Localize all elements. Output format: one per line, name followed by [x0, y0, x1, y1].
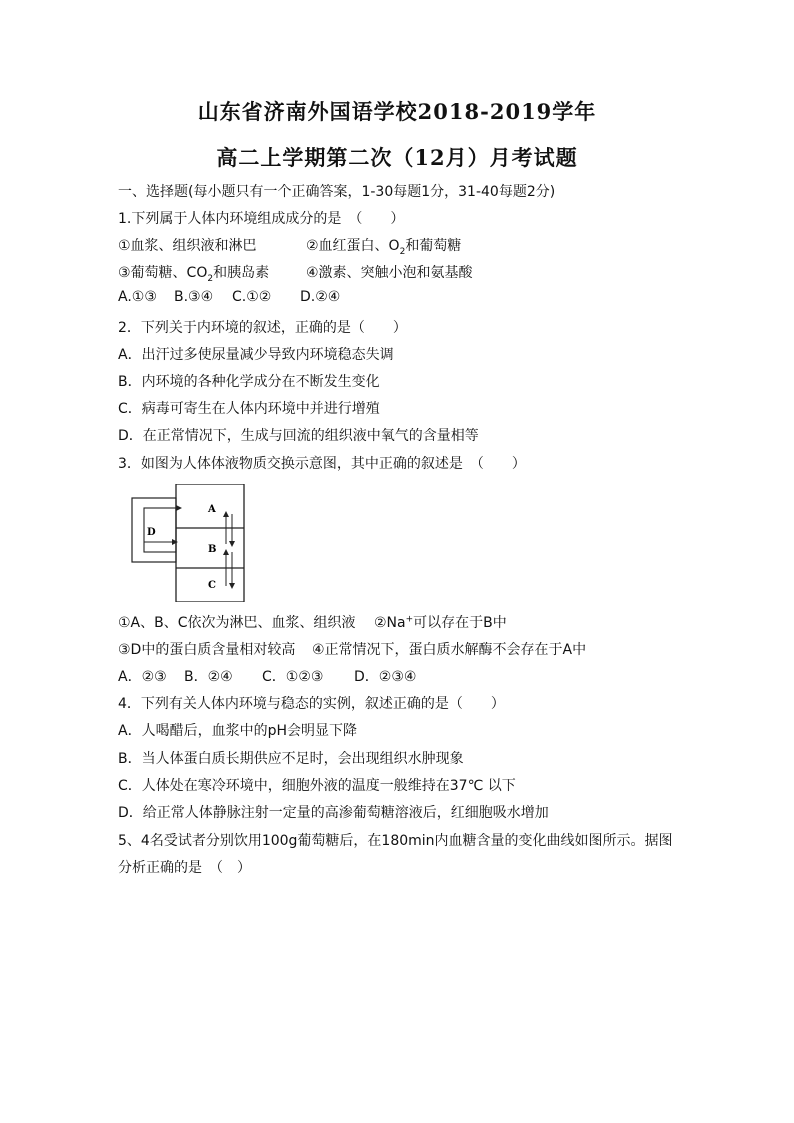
q4-option-d: D．给正常人体静脉注射一定量的高渗葡萄糖溶液后，红细胞吸水增加: [118, 805, 549, 821]
q2-option-b: B．内环境的各种化学成分在不断发生变化: [118, 374, 380, 390]
body-fluid-exchange-diagram: [128, 484, 248, 602]
q4-option-b: B．当人体蛋白质长期供应不足时，会出现组织水肿现象: [118, 751, 464, 767]
q1-option4: ④激素、突触小泡和氨基酸: [306, 265, 473, 281]
q3-stem: 3．如图为人体体液物质交换示意图，其中正确的叙述是 （ ）: [118, 456, 526, 472]
q2-option-d: D．在正常情况下，生成与回流的组织液中氧气的含量相等: [118, 428, 479, 444]
document-title-line2: 高二上学期第二次（12月）月考试题: [216, 145, 578, 170]
q4-stem: 4．下列有关人体内环境与稳态的实例，叙述正确的是（ ）: [118, 696, 505, 712]
q1-choice-a: A.①③: [118, 289, 157, 305]
q3-statement3: ③D中的蛋白质含量相对较高: [118, 642, 296, 658]
q3-statement4: ④正常情况下，蛋白质水解酶不会存在于A中: [312, 642, 587, 658]
q5-stem-line1: 5、4名受试者分别饮用100g葡萄糖后，在180min内血糖含量的变化曲线如图所示。据图: [118, 833, 673, 849]
q1-choice-c: C.①②: [232, 289, 272, 305]
q2-option-a: A．出汗过多使尿量减少导致内环境稳态失调: [118, 347, 394, 363]
q1-options-row1: [118, 235, 461, 257]
q3-choices: [118, 666, 416, 686]
q3-choice-c: C．①②③: [262, 669, 324, 685]
q1-stem: 1.下列属于人体内环境组成成分的是 （ ）: [118, 211, 405, 227]
q4-option-a: A．人喝醋后，血浆中的pH会明显下降: [118, 723, 357, 739]
diagram-label-d: D: [147, 527, 156, 538]
q1-option2: ②血红蛋白、$O_2$和葡萄糖: [306, 238, 462, 257]
q1-option3: ③葡萄糖、$CO_2$和胰岛素: [118, 265, 270, 284]
q5-stem-line2: 分析正确的是 （ ）: [118, 860, 251, 876]
q1-option1: ①血浆、组织液和淋巴: [118, 238, 257, 254]
q3-statement2: ②Na+可以存在于B中: [374, 614, 507, 631]
q1-choices: [118, 289, 340, 305]
q2-stem: 2．下列关于内环境的叙述，正确的是（ ）: [118, 320, 407, 336]
q2-option-c: C．病毒可寄生在人体内环境中并进行增殖: [118, 401, 380, 417]
q3-choice-d: D．②③④: [354, 669, 417, 685]
section-heading: 一、选择题(每小题只有一个正确答案，1-30每题1分，31-40每题2分): [118, 184, 556, 200]
q3-statements-row1: [118, 612, 507, 632]
diagram-label-c: C: [208, 580, 216, 591]
q3-choice-a: A．②③: [118, 669, 167, 685]
q3-statement1: ①A、B、C依次为淋巴、血浆、组织液: [118, 615, 356, 631]
q3-choice-b: B．②④: [184, 669, 233, 685]
q1-choice-b: B.③④: [174, 289, 214, 305]
diagram-label-a: A: [208, 504, 216, 515]
q1-options-row2: [118, 262, 473, 284]
q4-option-c: C．人体处在寒冷环境中，细胞外液的温度一般维持在37℃ 以下: [118, 778, 516, 794]
document-title-line1: 山东省济南外国语学校2018-2019学年: [197, 99, 597, 124]
q3-statements-row2: [118, 639, 586, 659]
q1-choice-d: D.②④: [300, 289, 341, 305]
diagram-label-b: B: [208, 544, 217, 555]
